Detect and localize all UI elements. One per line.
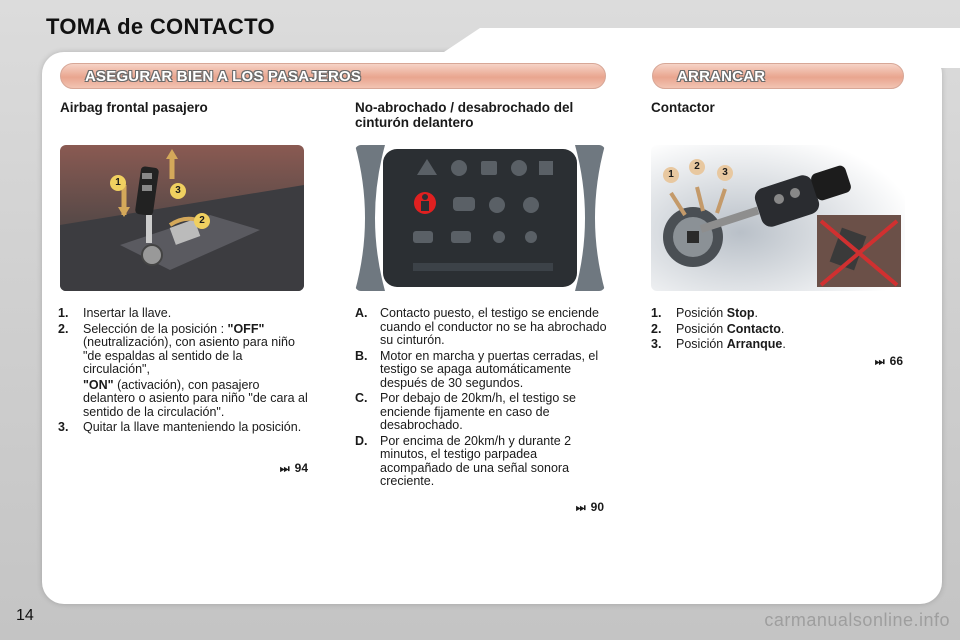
banner-secure-passengers [60, 63, 606, 89]
fast-forward-icon: ⏭ [575, 502, 586, 514]
callout-key-3: 3 [717, 165, 733, 181]
page-number: 14 [16, 607, 34, 624]
list-item: A. Contacto puesto, el testigo se enciende cuando el conductor no se ha abrochado su cinturón. [355, 306, 607, 347]
airbag-switch-photo [60, 145, 304, 291]
list-item: B. Motor en marcha y puertas cerradas, el testigo se apaga automáticamente después de 30 segundos. [355, 348, 599, 390]
seatbelt-warning-icon [414, 192, 436, 214]
page-reference-94[interactable]: ⏭ 94 [279, 461, 308, 475]
callout-key-2: 2 [689, 159, 705, 175]
list-item: 2. Posición Contacto. [651, 321, 785, 336]
callout-1: 1 [110, 175, 126, 191]
ignition-steps [651, 307, 891, 354]
seatbelt-steps [355, 307, 607, 491]
airbag-steps [58, 307, 308, 437]
list-item: 1. Insertar la llave. [58, 306, 172, 320]
heading-ignition: Contactor [651, 100, 715, 115]
heading-airbag: Airbag frontal pasajero [60, 100, 208, 115]
page-reference-90[interactable]: ⏭ 90 [575, 500, 604, 514]
callout-key-1: 1 [663, 167, 679, 183]
instrument-cluster-photo [355, 145, 605, 291]
list-item: 2. Selección de la posición : "OFF" (neutralización), con asiento para niño "de espaldas al sentido de la circulación", [58, 321, 295, 376]
fast-forward-icon: ⏭ [874, 356, 885, 368]
callout-2: 2 [194, 213, 210, 229]
banner-secure-passengers-label: ASEGURAR BIEN A LOS PASAJEROS [85, 67, 362, 85]
heading-seatbelt: No-abrochado / desabrochado del cinturón delantero [355, 100, 574, 130]
content-panel-tab [420, 28, 960, 68]
list-item: 1. Posición Stop. [651, 306, 758, 320]
page-reference-66[interactable]: ⏭ 66 [874, 354, 903, 368]
list-item: "ON" (activación), con pasajero delantero o asiento para niño "de cara al sentido de la circulación". [83, 377, 308, 419]
fast-forward-icon: ⏭ [279, 463, 290, 475]
watermark: carmanualsonline.info [764, 610, 950, 630]
callout-3: 3 [170, 183, 186, 199]
list-item: 3. Quitar la llave manteniendo la posición. [58, 420, 302, 434]
ignition-key-photo [651, 145, 905, 291]
list-item: D. Por encima de 20km/h y durante 2 minutos, el testigo parpadea acompañado de una señal sonora creciente. [355, 433, 572, 488]
list-item: 3. Posición Arranque. [651, 337, 786, 351]
banner-start-label: ARRANCAR [677, 67, 766, 85]
list-item: C. Por debajo de 20km/h, el testigo se enciende fijamente en caso de desabrochado. [355, 391, 576, 432]
banner-start [652, 63, 904, 89]
page-title: TOMA de CONTACTO [46, 14, 275, 39]
